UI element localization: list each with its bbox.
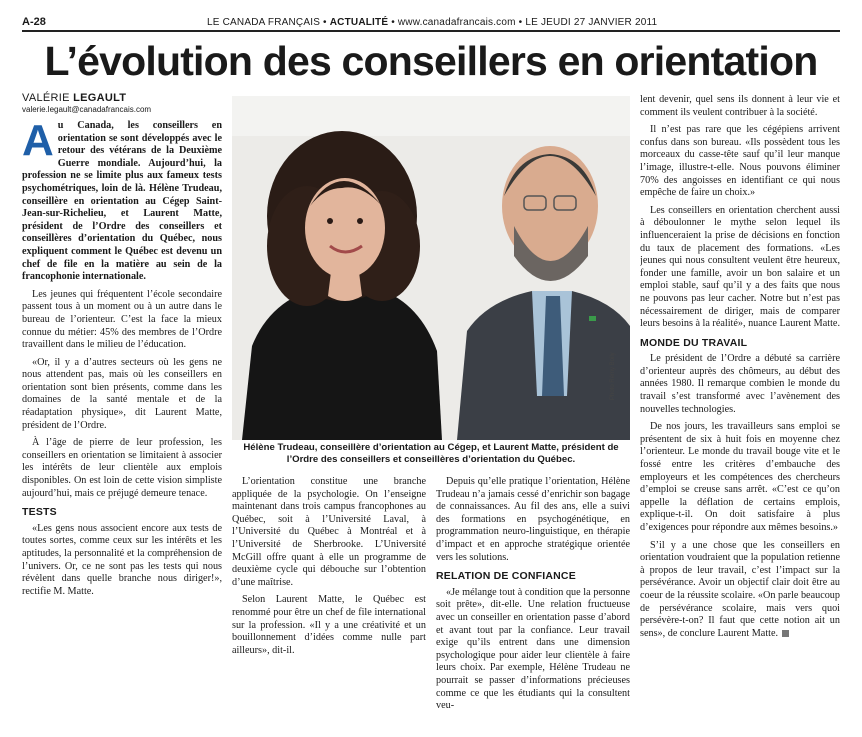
paragraph: «Or, il y a d’autres secteurs où les gens ne nous attendent pas, mais où les conseillers en orientation sont bien présents, comme dans les domaines de la santé mentale et de la réadaptation physique», dit Laurent Matte, président de l’Ordre. [22,356,222,431]
column-1 [22,120,222,730]
section-name: ACTUALITÉ [329,17,389,28]
paragraph: Les jeunes qui fréquentent l’école secondaire passent tous à un moment ou à un autre dans le bureau de l’orienteur. C’est la face la mieux connue du métier: 45% des membres de l’Ordre travaillent dans le milieu de l’éducation. [22,288,222,351]
end-mark-icon [782,630,789,637]
paragraph: À l’âge de pierre de leur profession, les conseillers en orientation se limitaient à associer les intérêts de leur clientèle aux emplois disponibles. On est loin de cette vision simpliste aujourd’hui, mais ce préjugé demeure tenace. [22,437,222,499]
paragraph: Les conseillers en orientation cherchent aussi à déboulonner le mythe selon lequel ils influenceraient la prise de décisions en fonction du taux de placement des formations. «Les jeunes qui nous consultent veulent être heureux, fonder une famille, avoir un bon salaire et un emploi stable, sauf qu’il y a des faits que nous ne pouvons pas leur cacher. Notre but n’est pas nécessairement de diriger, mais de comparer leurs besoins à la réalité», nuance Laurent Matte. [640,204,840,330]
paragraph: De nos jours, les travailleurs sans emploi se présentent de six à huit fois en moyenne chez l’orienteur. Le monde du travail bouge vite et le fossé entre les critères d’embauche des employeurs et les compétences des chercheurs d’emploi se creuse sans arrêt. «C’est ce qu’on appelle la déflation de certains emplois, explique-t-il. On doit satisfaire à plus d’exigences pour répondre aux mêmes besoins.» [640,421,840,533]
header-meta: LE CANADA FRANÇAIS • ACTUALITÉ • www.canadafrancais.com • LE JEUDI 27 JANVIER 2011 [207,17,658,28]
issue-date: LE JEUDI 27 JANVIER 2011 [525,17,658,28]
paragraph: Il n’est pas rare que les cégépiens arrivent confus dans son bureau. «Ils possèdent tous les morceaux du casse-tête sauf qu’il leur manque l’image, illustre-t-elle. Nous pouvons éliminer 70% des angoisses en identifiant ce qui nous empêche de faire un choix.» [640,124,840,199]
paper-name: LE CANADA FRANÇAIS [207,17,321,28]
paragraph: Selon Laurent Matte, le Québec est renommé pour être un chef de file international sur la profession. «Il y a une créativité et un bouillonnement d’idées comme nulle part ailleurs», dit-il. [232,594,426,656]
paragraph: L’orientation constitue une branche appliquée de la psychologie. On l’enseigne maintenant dans trois campus francophones au Québec, soit à l’Université Laval, à l’Université du Québec à Montréal et à l’Université de Sherbrooke. L’Université McGill offre quant à elle un programme de deuxième cycle qui débouche sur l’obtention d’une maîtrise. [232,476,426,588]
paragraph: «Je mélange tout à condition que la personne soit prête», dit-elle. Une relation fructueuse avec un conseiller en orientation passe d’abord et avant tout par la confiance. Leur travail exige qu’ils entrent dans une dimension psychologique pour aider leur clientèle à faire leurs choix. Par exemple, Hélène Trudeau ne pourrait se passer d’informations précieuses comme ce que les étudiants qui la consultent veu- [436,586,630,712]
subheading-monde: MONDE DU TRAVAIL [640,336,748,349]
column-4 [640,94,840,730]
photo-caption: Hélène Trudeau, conseillère d’orientation au Cégep, et Laurent Matte, président de l’Ordre des conseillers et conseillères d’orientation du Québec. [243,442,619,465]
drop-cap: A [22,120,54,165]
headline: L’évolution des conseillers en orientation [44,38,818,84]
author-email: valerie.legault@canadafrancais.com [22,105,152,114]
paragraph: Le président de l’Ordre a débuté sa carrière d’orienteur auprès des chômeurs, au début des années 1980. Il remarque combien le monde du travail s’est transformé avec l’avènement des nouvelles technologies. [640,353,840,415]
author-first: VALÉRIE [22,92,70,104]
column-2 [232,476,426,730]
byline [22,92,222,114]
author-last: LEGAULT [73,92,127,104]
subheading-relation: RELATION DE CONFIANCE [436,570,576,583]
paragraph-final [640,540,840,641]
final-text: S’il y a une chose que les conseillers en orientation voudraient que la population retienne à propos de leur travail, c’est l’impact sur la persévérance. Avoir un objectif clair doit être au coeur de la réussite scolaire. «On parle beaucoup de persévérance scolaire, mais vers quoi persévère-t-on? Il faut que cette notion ait un sens», de conclure Laurent Matte. [640,539,840,639]
photo-credit: Photo Rémy Boily [610,352,616,400]
paragraph: lent devenir, quel sens ils donnent à leur vie et comment ils veulent contribuer à la société. [640,94,840,118]
website: www.canadafrancais.com [397,17,516,28]
paragraph: Depuis qu’elle pratique l’orientation, Hélène Trudeau n’a jamais cessé d’enrichir son bagage de connaissances. Au fil des ans, elle a suivi des formations en psychogénétique, en programmation neuro-linguistique, en thérapie d’impact et en approche stratégique orientée vers les solutions. [436,476,630,563]
lead-text: u Canada, les conseillers en orientation se sont développés avec le retour des vétérans de la Deuxième Guerre mondiale. Aujourd’hui, la profession ne se limite plus aux fameux tests psychométriques, loin de là. Hélène Trudeau, conseillère en orientation au Cégep Saint-Jean-sur-Richelieu, et Laurent Matte, président de l’Ordre des conseillers et conseillères d’orientation du Québec, nous expliquent comment le Québec est devenu un chef de file en la matière au sein de la francophonie internationale. [22,120,222,283]
paragraph: «Les gens nous associent encore aux tests de toutes sortes, comme ceux sur les intérêts et les aptitudes, la personnalité et la compréhension de l’univers. Or, ce ne sont pas les tests qui nous révèlent dans quelle branche nous diriger!», rectifie M. Matte. [22,522,222,597]
portrait-illustration [232,96,630,440]
lead-paragraph [22,120,222,284]
author-name [22,92,222,104]
page-number: A-28 [22,16,46,28]
subheading-tests: TESTS [22,506,57,519]
article-photo [232,96,630,440]
page-header [22,14,840,32]
column-3 [436,476,630,730]
